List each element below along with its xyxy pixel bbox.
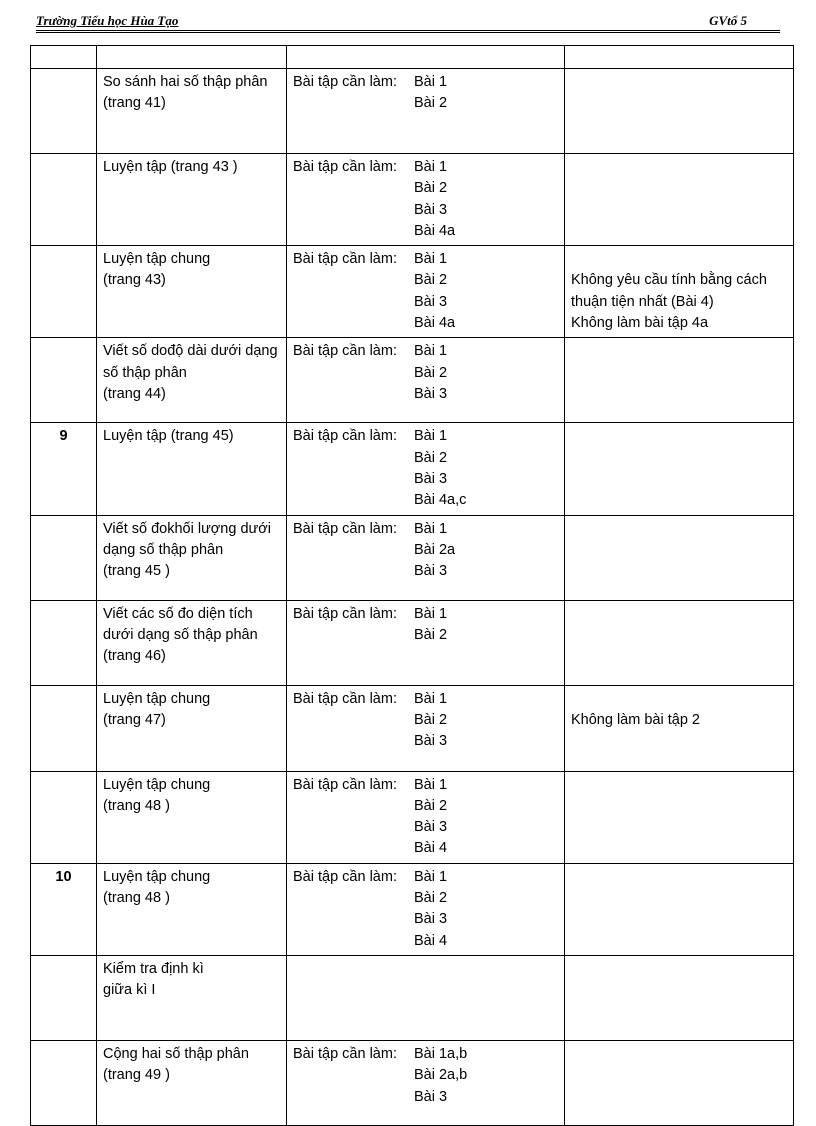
lesson-line: Viết các số đo diện tích dưới dạng số thập phân — [103, 605, 258, 643]
exercise-item: Bài 3 — [414, 1088, 448, 1105]
note-line: Không yêu cầu tính bằng cách thuận tiện nhất (Bài 4) — [571, 272, 767, 310]
note-line — [571, 689, 787, 710]
exercise-item: Bài 3 — [414, 470, 448, 487]
lesson-line: Luyện tập (trang 45) — [103, 428, 234, 445]
exercise-item: Bài 1 — [414, 74, 448, 90]
lesson-line: (trang 48 ) — [103, 890, 170, 907]
table-row — [31, 1040, 794, 1125]
lesson-line: Luyện tập chung — [103, 690, 211, 707]
lesson-line: (trang 41) — [103, 95, 166, 112]
exercise-cell — [287, 154, 565, 246]
lesson-line: Viết số đokhối lượng dưới dạng số thập phân — [103, 520, 271, 558]
week-cell — [31, 338, 97, 423]
week-cell — [31, 600, 97, 685]
note-cell — [565, 69, 794, 154]
grade-label: GVtổ 5 — [709, 13, 747, 28]
note-cell — [565, 423, 794, 515]
lesson-cell — [97, 154, 287, 246]
week-cell — [31, 685, 97, 771]
exercise-item: Bài 2a,b — [414, 1067, 468, 1084]
note-cell — [565, 515, 794, 600]
lesson-line: (trang 48 ) — [103, 797, 170, 814]
week-cell — [31, 69, 97, 154]
exercise-item: Bài 1 — [414, 251, 448, 268]
exercise-item: Bài 3 — [414, 201, 448, 218]
lesson-cell — [97, 600, 287, 685]
lesson-cell — [97, 863, 287, 955]
note-cell — [565, 955, 794, 1040]
table-row — [31, 246, 794, 338]
lesson-line: (trang 44) — [103, 385, 166, 402]
week-cell — [31, 46, 97, 69]
lesson-cell — [97, 46, 287, 69]
week-cell — [31, 515, 97, 600]
note-cell — [565, 600, 794, 685]
exercise-label: Bài tập cần làm: — [293, 428, 397, 445]
table-row — [31, 515, 794, 600]
exercise-item: Bài 4a,c — [414, 492, 467, 509]
exercise-item: Bài 1 — [414, 428, 448, 445]
lesson-line: Luyện tập chung — [103, 868, 211, 885]
exercise-item: Bài 1 — [414, 690, 448, 707]
exercise-label: Bài tập cần làm: — [293, 776, 397, 793]
table-row — [31, 863, 794, 955]
exercise-item: Bài 1 — [414, 605, 448, 622]
lesson-line: So sánh hai số thập phân — [103, 74, 268, 90]
exercise-cell — [287, 338, 565, 423]
lesson-cell — [97, 246, 287, 338]
exercise-label: Bài tập cần làm: — [293, 159, 397, 175]
note-cell — [565, 154, 794, 246]
note-cell — [565, 46, 794, 69]
lesson-line: (trang 47) — [103, 711, 166, 728]
week-cell — [31, 246, 97, 338]
lesson-cell — [97, 338, 287, 423]
note-cell — [565, 246, 794, 338]
exercise-item: Bài 3 — [414, 819, 448, 836]
exercise-item: Bài 2 — [414, 180, 448, 197]
note-cell — [565, 685, 794, 771]
table-row — [31, 771, 794, 863]
exercise-item: Bài 2 — [414, 626, 448, 643]
lesson-line: Luyện tập chung — [103, 251, 211, 268]
lesson-cell — [97, 515, 287, 600]
exercise-item: Bài 1 — [414, 159, 448, 175]
exercise-item: Bài 1 — [414, 343, 448, 360]
week-cell — [31, 1040, 97, 1125]
exercise-cell — [287, 771, 565, 863]
exercise-cell — [287, 1040, 565, 1125]
lesson-cell — [97, 423, 287, 515]
exercise-label: Bài tập cần làm: — [293, 868, 397, 885]
lesson-line: Luyện tập (trang 43 ) — [103, 159, 238, 175]
table-row — [31, 46, 794, 69]
table-row — [31, 600, 794, 685]
exercise-label: Bài tập cần làm: — [293, 343, 397, 360]
exercise-cell — [287, 69, 565, 154]
exercise-item: Bài 3 — [414, 733, 448, 750]
exercise-item: Bài 2 — [414, 272, 448, 289]
exercise-item: Bài 3 — [414, 563, 448, 580]
exercise-item: Bài 1a,b — [414, 1045, 468, 1062]
lesson-cell — [97, 955, 287, 1040]
exercise-item: Bài 1 — [414, 520, 448, 537]
lesson-line: Cộng hai số thập phân — [103, 1045, 249, 1062]
week-cell — [31, 771, 97, 863]
lesson-cell — [97, 1040, 287, 1125]
exercise-item: Bài 2a — [414, 541, 456, 558]
lesson-line: (trang 43) — [103, 272, 166, 289]
exercise-cell — [287, 515, 565, 600]
lesson-line: (trang 45 ) — [103, 563, 170, 580]
lesson-cell — [97, 771, 287, 863]
exercise-item: Bài 3 — [414, 911, 448, 928]
lesson-line: Luyện tập chung — [103, 776, 211, 793]
exercise-item: Bài 2 — [414, 95, 448, 112]
note-cell — [565, 863, 794, 955]
lesson-line: (trang 46) — [103, 648, 166, 665]
lesson-cell — [97, 69, 287, 154]
lesson-line: giữa kì I — [103, 982, 156, 999]
exercise-cell — [287, 685, 565, 771]
table-row — [31, 154, 794, 246]
exercise-item: Bài 2 — [414, 711, 448, 728]
exercise-cell — [287, 246, 565, 338]
lesson-line: Kiểm tra định kì — [103, 960, 204, 977]
table-row — [31, 338, 794, 423]
exercise-cell — [287, 46, 565, 69]
week-cell: 10 — [31, 863, 97, 955]
lesson-plan-table — [30, 45, 794, 1126]
week-cell — [31, 955, 97, 1040]
exercise-item: Bài 4 — [414, 840, 448, 857]
note-cell — [565, 771, 794, 863]
exercise-item: Bài 4 — [414, 932, 448, 949]
note-line — [571, 249, 787, 270]
exercise-label: Bài tập cần làm: — [293, 690, 397, 707]
school-name: Trường Tiểu học Hùa Tạo — [36, 13, 179, 28]
exercise-label: Bài tập cần làm: — [293, 74, 397, 90]
exercise-item: Bài 3 — [414, 385, 448, 402]
exercise-label: Bài tập cần làm: — [293, 520, 397, 537]
table-row — [31, 69, 794, 154]
exercise-cell — [287, 600, 565, 685]
exercise-cell — [287, 423, 565, 515]
exercise-cell — [287, 863, 565, 955]
table-row — [31, 423, 794, 515]
exercise-label: Bài tập cần làm: — [293, 605, 397, 622]
lesson-line: Viết số dođộ dài dưới dạng số thập phân — [103, 343, 278, 381]
week-cell — [31, 154, 97, 246]
exercise-item: Bài 4a — [414, 315, 456, 332]
exercise-item: Bài 2 — [414, 797, 448, 814]
exercise-item: Bài 2 — [414, 890, 448, 907]
exercise-label: Bài tập cần làm: — [293, 1045, 397, 1062]
exercise-item: Bài 2 — [414, 449, 448, 466]
note-line: Không làm bài tập 4a — [571, 315, 709, 332]
lesson-line: (trang 49 ) — [103, 1067, 170, 1084]
exercise-item: Bài 3 — [414, 293, 448, 310]
table-row — [31, 685, 794, 771]
note-line: Không làm bài tập 2 — [571, 711, 700, 728]
exercise-cell — [287, 955, 565, 1040]
exercise-item: Bài 1 — [414, 868, 448, 885]
table-row — [31, 955, 794, 1040]
note-cell — [565, 1040, 794, 1125]
week-cell: 9 — [31, 423, 97, 515]
exercise-item: Bài 4a — [414, 222, 456, 239]
exercise-item: Bài 1 — [414, 776, 448, 793]
exercise-item: Bài 2 — [414, 364, 448, 381]
exercise-label: Bài tập cần làm: — [293, 251, 397, 268]
page-header — [36, 12, 780, 33]
lesson-cell — [97, 685, 287, 771]
note-cell — [565, 338, 794, 423]
